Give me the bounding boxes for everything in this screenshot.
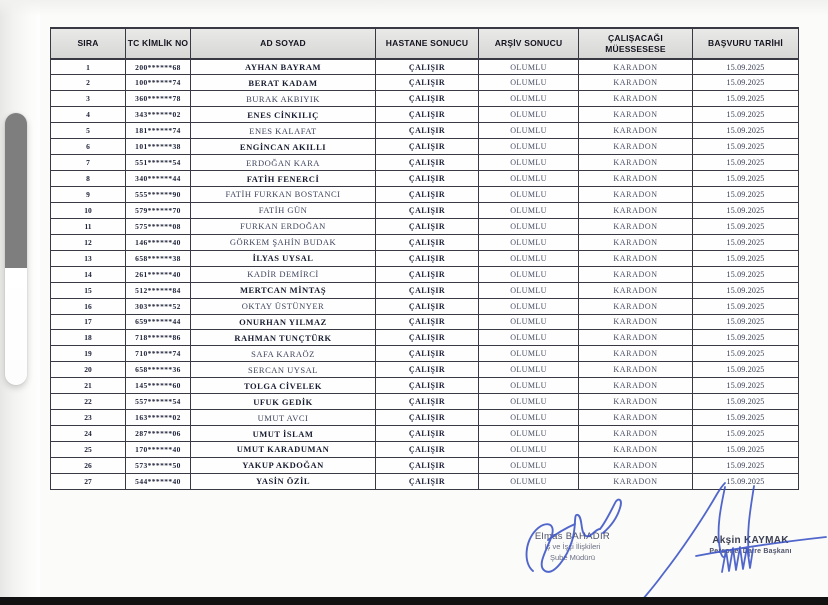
cell-muessese: KARADON <box>579 218 693 234</box>
table-row <box>51 442 799 458</box>
cell-sira: 14 <box>51 266 126 282</box>
table-row <box>51 202 799 218</box>
cell-hastane-sonucu: ÇALIŞIR <box>376 282 479 298</box>
cell-hastane-sonucu: ÇALIŞIR <box>376 202 479 218</box>
cell-hastane-sonucu: ÇALIŞIR <box>376 234 479 250</box>
cell-hastane-sonucu: ÇALIŞIR <box>376 394 479 410</box>
column-header-sira: SIRA <box>51 28 126 59</box>
cell-tc-kimlik-no: 575******08 <box>126 218 191 234</box>
cell-basvuru-tarihi: 15.09.2025 <box>693 139 799 155</box>
table-row <box>51 155 799 171</box>
cell-sira: 20 <box>51 362 126 378</box>
cell-basvuru-tarihi: 15.09.2025 <box>693 91 799 107</box>
cell-muessese: KARADON <box>579 298 693 314</box>
cell-ad-soyad: İLYAS UYSAL <box>191 250 376 266</box>
cell-muessese: KARADON <box>579 155 693 171</box>
cell-hastane-sonucu: ÇALIŞIR <box>376 187 479 203</box>
cell-sira: 4 <box>51 107 126 123</box>
cell-arsiv-sonucu: OLUMLU <box>479 346 579 362</box>
cell-sira: 6 <box>51 139 126 155</box>
cell-hastane-sonucu: ÇALIŞIR <box>376 426 479 442</box>
cell-ad-soyad: AYHAN BAYRAM <box>191 59 376 75</box>
column-header-tc-kimlik-no: TC KİMLİK NO <box>126 28 191 59</box>
cell-hastane-sonucu: ÇALIŞIR <box>376 91 479 107</box>
cell-basvuru-tarihi: 15.09.2025 <box>693 346 799 362</box>
cell-ad-soyad: FURKAN ERDOĞAN <box>191 218 376 234</box>
table-row <box>51 314 799 330</box>
cell-tc-kimlik-no: 544******40 <box>126 473 191 489</box>
cell-hastane-sonucu: ÇALIŞIR <box>376 314 479 330</box>
cell-tc-kimlik-no: 200******68 <box>126 59 191 75</box>
cell-hastane-sonucu: ÇALIŞIR <box>376 139 479 155</box>
cell-arsiv-sonucu: OLUMLU <box>479 202 579 218</box>
cell-sira: 27 <box>51 473 126 489</box>
cell-ad-soyad: SAFA KARAÖZ <box>191 346 376 362</box>
cell-ad-soyad: FATİH FURKAN BOSTANCI <box>191 187 376 203</box>
cell-sira: 24 <box>51 426 126 442</box>
column-header-ad-soyad: AD SOYAD <box>191 28 376 59</box>
cell-hastane-sonucu: ÇALIŞIR <box>376 442 479 458</box>
cell-tc-kimlik-no: 170******40 <box>126 442 191 458</box>
cell-ad-soyad: BERAT KADAM <box>191 75 376 91</box>
cell-ad-soyad: FATİH GÜN <box>191 202 376 218</box>
cell-arsiv-sonucu: OLUMLU <box>479 282 579 298</box>
cell-muessese: KARADON <box>579 171 693 187</box>
cell-muessese: KARADON <box>579 394 693 410</box>
cell-tc-kimlik-no: 287******06 <box>126 426 191 442</box>
cell-sira: 1 <box>51 59 126 75</box>
cell-ad-soyad: ERDOĞAN KARA <box>191 155 376 171</box>
cell-tc-kimlik-no: 261******40 <box>126 266 191 282</box>
cell-muessese: KARADON <box>579 187 693 203</box>
cell-arsiv-sonucu: OLUMLU <box>479 250 579 266</box>
signer-title-left-line2: Şube Müdürü <box>549 552 596 562</box>
cell-tc-kimlik-no: 555******90 <box>126 187 191 203</box>
table-row <box>51 330 799 346</box>
cell-basvuru-tarihi: 15.09.2025 <box>693 75 799 91</box>
cell-tc-kimlik-no: 303******52 <box>126 298 191 314</box>
cell-arsiv-sonucu: OLUMLU <box>479 234 579 250</box>
table-row <box>51 187 799 203</box>
cell-sira: 11 <box>51 218 126 234</box>
cell-arsiv-sonucu: OLUMLU <box>479 298 579 314</box>
cell-tc-kimlik-no: 340******44 <box>126 171 191 187</box>
cell-tc-kimlik-no: 710******74 <box>126 346 191 362</box>
cell-hastane-sonucu: ÇALIŞIR <box>376 457 479 473</box>
column-header-arsiv-sonucu: ARŞİV SONUCU <box>479 28 579 59</box>
cell-arsiv-sonucu: OLUMLU <box>479 123 579 139</box>
cell-hastane-sonucu: ÇALIŞIR <box>376 171 479 187</box>
cell-basvuru-tarihi: 15.09.2025 <box>693 473 799 489</box>
cell-arsiv-sonucu: OLUMLU <box>479 473 579 489</box>
cell-tc-kimlik-no: 360******78 <box>126 91 191 107</box>
cell-sira: 5 <box>51 123 126 139</box>
cell-muessese: KARADON <box>579 75 693 91</box>
cell-ad-soyad: TOLGA CİVELEK <box>191 378 376 394</box>
cell-sira: 15 <box>51 282 126 298</box>
cell-ad-soyad: RAHMAN TUNÇTÜRK <box>191 330 376 346</box>
cell-sira: 16 <box>51 298 126 314</box>
cell-muessese: KARADON <box>579 139 693 155</box>
cell-arsiv-sonucu: OLUMLU <box>479 171 579 187</box>
cell-arsiv-sonucu: OLUMLU <box>479 155 579 171</box>
cell-tc-kimlik-no: 512******84 <box>126 282 191 298</box>
cell-hastane-sonucu: ÇALIŞIR <box>376 59 479 75</box>
cell-sira: 21 <box>51 378 126 394</box>
cell-ad-soyad: OKTAY ÜSTÜNYER <box>191 298 376 314</box>
table-row <box>51 378 799 394</box>
cell-basvuru-tarihi: 15.09.2025 <box>693 107 799 123</box>
table-row <box>51 107 799 123</box>
table-row <box>51 298 799 314</box>
cell-arsiv-sonucu: OLUMLU <box>479 91 579 107</box>
cell-muessese: KARADON <box>579 107 693 123</box>
cell-tc-kimlik-no: 659******44 <box>126 314 191 330</box>
cell-ad-soyad: UFUK GEDİK <box>191 394 376 410</box>
table-row <box>51 282 799 298</box>
table-row <box>51 59 799 75</box>
cell-tc-kimlik-no: 658******38 <box>126 250 191 266</box>
cell-muessese: KARADON <box>579 282 693 298</box>
cell-muessese: KARADON <box>579 91 693 107</box>
cell-arsiv-sonucu: OLUMLU <box>479 410 579 426</box>
cell-tc-kimlik-no: 101******38 <box>126 139 191 155</box>
cell-ad-soyad: KADİR DEMİRCİ <box>191 266 376 282</box>
cell-sira: 7 <box>51 155 126 171</box>
cell-basvuru-tarihi: 15.09.2025 <box>693 394 799 410</box>
table-row <box>51 410 799 426</box>
cell-sira: 3 <box>51 91 126 107</box>
cell-muessese: KARADON <box>579 123 693 139</box>
column-header-calisacagi-muessesese: ÇALIŞACAĞI MÜESSESESE <box>579 28 693 59</box>
table-row <box>51 426 799 442</box>
cell-arsiv-sonucu: OLUMLU <box>479 139 579 155</box>
cell-tc-kimlik-no: 573******50 <box>126 457 191 473</box>
cell-tc-kimlik-no: 579******70 <box>126 202 191 218</box>
cell-muessese: KARADON <box>579 314 693 330</box>
cell-ad-soyad: SERCAN UYSAL <box>191 362 376 378</box>
cell-arsiv-sonucu: OLUMLU <box>479 426 579 442</box>
cell-tc-kimlik-no: 557******54 <box>126 394 191 410</box>
cell-muessese: KARADON <box>579 59 693 75</box>
cell-arsiv-sonucu: OLUMLU <box>479 457 579 473</box>
cell-basvuru-tarihi: 15.09.2025 <box>693 330 799 346</box>
cell-sira: 2 <box>51 75 126 91</box>
column-header-hastane-sonucu: HASTANE SONUCU <box>376 28 479 59</box>
cell-basvuru-tarihi: 15.09.2025 <box>693 59 799 75</box>
cell-tc-kimlik-no: 551******54 <box>126 155 191 171</box>
cell-ad-soyad: GÖRKEM ŞAHİN BUDAK <box>191 234 376 250</box>
cell-ad-soyad: ENES KALAFAT <box>191 123 376 139</box>
table-row <box>51 218 799 234</box>
cell-tc-kimlik-no: 146******40 <box>126 234 191 250</box>
header-row <box>51 28 799 59</box>
cell-arsiv-sonucu: OLUMLU <box>479 75 579 91</box>
table-row <box>51 362 799 378</box>
cell-sira: 25 <box>51 442 126 458</box>
table-row <box>51 266 799 282</box>
cell-ad-soyad: UMUT İSLAM <box>191 426 376 442</box>
cell-ad-soyad: ENES CİNKILIÇ <box>191 107 376 123</box>
table-row <box>51 234 799 250</box>
cell-sira: 12 <box>51 234 126 250</box>
cell-sira: 13 <box>51 250 126 266</box>
signature-block-right <box>678 535 823 555</box>
cell-tc-kimlik-no: 181******74 <box>126 123 191 139</box>
cell-basvuru-tarihi: 15.09.2025 <box>693 457 799 473</box>
cell-basvuru-tarihi: 15.09.2025 <box>693 314 799 330</box>
cell-sira: 26 <box>51 457 126 473</box>
cell-hastane-sonucu: ÇALIŞIR <box>376 378 479 394</box>
cell-muessese: KARADON <box>579 234 693 250</box>
cell-hastane-sonucu: ÇALIŞIR <box>376 473 479 489</box>
cell-ad-soyad: ONURHAN YILMAZ <box>191 314 376 330</box>
cell-muessese: KARADON <box>579 442 693 458</box>
cell-hastane-sonucu: ÇALIŞIR <box>376 123 479 139</box>
cell-sira: 17 <box>51 314 126 330</box>
cell-tc-kimlik-no: 163******02 <box>126 410 191 426</box>
column-header-basvuru-tarihi: BAŞVURU TARİHİ <box>693 28 799 59</box>
cell-arsiv-sonucu: OLUMLU <box>479 107 579 123</box>
cell-basvuru-tarihi: 15.09.2025 <box>693 282 799 298</box>
cell-basvuru-tarihi: 15.09.2025 <box>693 218 799 234</box>
page-top-shadow <box>0 0 828 16</box>
cell-arsiv-sonucu: OLUMLU <box>479 330 579 346</box>
cell-arsiv-sonucu: OLUMLU <box>479 59 579 75</box>
table-header <box>51 28 799 59</box>
cell-arsiv-sonucu: OLUMLU <box>479 394 579 410</box>
table-row <box>51 171 799 187</box>
table-row <box>51 394 799 410</box>
cell-muessese: KARADON <box>579 426 693 442</box>
cell-basvuru-tarihi: 15.09.2025 <box>693 123 799 139</box>
cell-hastane-sonucu: ÇALIŞIR <box>376 266 479 282</box>
table-row <box>51 346 799 362</box>
cell-muessese: KARADON <box>579 202 693 218</box>
bottom-black-bar <box>0 597 828 605</box>
table-row <box>51 457 799 473</box>
table-row <box>51 473 799 489</box>
cell-arsiv-sonucu: OLUMLU <box>479 378 579 394</box>
cell-basvuru-tarihi: 15.09.2025 <box>693 266 799 282</box>
cell-basvuru-tarihi: 15.09.2025 <box>693 426 799 442</box>
cell-tc-kimlik-no: 658******36 <box>126 362 191 378</box>
cell-hastane-sonucu: ÇALIŞIR <box>376 75 479 91</box>
table-row <box>51 123 799 139</box>
cell-basvuru-tarihi: 15.09.2025 <box>693 202 799 218</box>
cell-ad-soyad: ENGİNCAN AKILLI <box>191 139 376 155</box>
cell-hastane-sonucu: ÇALIŞIR <box>376 346 479 362</box>
cell-hastane-sonucu: ÇALIŞIR <box>376 362 479 378</box>
cell-hastane-sonucu: ÇALIŞIR <box>376 330 479 346</box>
cell-ad-soyad: YASİN ÖZİL <box>191 473 376 489</box>
cell-basvuru-tarihi: 15.09.2025 <box>693 378 799 394</box>
cell-muessese: KARADON <box>579 250 693 266</box>
table-row <box>51 139 799 155</box>
cell-muessese: KARADON <box>579 266 693 282</box>
cell-basvuru-tarihi: 15.09.2025 <box>693 155 799 171</box>
table-row <box>51 75 799 91</box>
table-body <box>51 59 799 490</box>
cell-arsiv-sonucu: OLUMLU <box>479 442 579 458</box>
cell-basvuru-tarihi: 15.09.2025 <box>693 410 799 426</box>
cell-muessese: KARADON <box>579 378 693 394</box>
cell-basvuru-tarihi: 15.09.2025 <box>693 298 799 314</box>
cell-ad-soyad: MERTCAN MİNTAŞ <box>191 282 376 298</box>
cell-hastane-sonucu: ÇALIŞIR <box>376 410 479 426</box>
table-row <box>51 91 799 107</box>
cell-sira: 22 <box>51 394 126 410</box>
table <box>50 27 799 490</box>
cell-muessese: KARADON <box>579 346 693 362</box>
cell-ad-soyad: BURAK AKBIYIK <box>191 91 376 107</box>
scroll-indicator[interactable] <box>5 113 27 385</box>
table-row <box>51 250 799 266</box>
cell-tc-kimlik-no: 145******60 <box>126 378 191 394</box>
signer-name-right: Akşin KAYMAK <box>712 535 789 546</box>
cell-ad-soyad: FATİH FENERCİ <box>191 171 376 187</box>
cell-arsiv-sonucu: OLUMLU <box>479 266 579 282</box>
signer-title-left-line1: İş ve İşçi İlişkileri <box>544 542 601 551</box>
cell-hastane-sonucu: ÇALIŞIR <box>376 155 479 171</box>
cell-muessese: KARADON <box>579 457 693 473</box>
personnel-result-table <box>50 27 798 490</box>
cell-hastane-sonucu: ÇALIŞIR <box>376 298 479 314</box>
cell-tc-kimlik-no: 343******02 <box>126 107 191 123</box>
cell-hastane-sonucu: ÇALIŞIR <box>376 107 479 123</box>
cell-arsiv-sonucu: OLUMLU <box>479 187 579 203</box>
cell-muessese: KARADON <box>579 410 693 426</box>
cell-basvuru-tarihi: 15.09.2025 <box>693 362 799 378</box>
cell-basvuru-tarihi: 15.09.2025 <box>693 250 799 266</box>
cell-basvuru-tarihi: 15.09.2025 <box>693 187 799 203</box>
cell-arsiv-sonucu: OLUMLU <box>479 218 579 234</box>
cell-hastane-sonucu: ÇALIŞIR <box>376 218 479 234</box>
cell-ad-soyad: YAKUP AKDOĞAN <box>191 457 376 473</box>
cell-basvuru-tarihi: 15.09.2025 <box>693 171 799 187</box>
cell-tc-kimlik-no: 100******74 <box>126 75 191 91</box>
cell-sira: 23 <box>51 410 126 426</box>
cell-muessese: KARADON <box>579 362 693 378</box>
cell-arsiv-sonucu: OLUMLU <box>479 314 579 330</box>
cell-sira: 8 <box>51 171 126 187</box>
cell-basvuru-tarihi: 15.09.2025 <box>693 442 799 458</box>
cell-sira: 19 <box>51 346 126 362</box>
signature-block-left <box>490 531 655 564</box>
cell-sira: 9 <box>51 187 126 203</box>
cell-muessese: KARADON <box>579 473 693 489</box>
cell-sira: 18 <box>51 330 126 346</box>
signer-name-left: Elmas BAHADIR <box>534 531 611 542</box>
signer-title-right: Personel Daire Başkanı <box>709 548 792 555</box>
cell-ad-soyad: UMUT KARADUMAN <box>191 442 376 458</box>
cell-ad-soyad: UMUT AVCI <box>191 410 376 426</box>
cell-tc-kimlik-no: 718******86 <box>126 330 191 346</box>
cell-arsiv-sonucu: OLUMLU <box>479 362 579 378</box>
cell-sira: 10 <box>51 202 126 218</box>
cell-hastane-sonucu: ÇALIŞIR <box>376 250 479 266</box>
cell-basvuru-tarihi: 15.09.2025 <box>693 234 799 250</box>
cell-muessese: KARADON <box>579 330 693 346</box>
